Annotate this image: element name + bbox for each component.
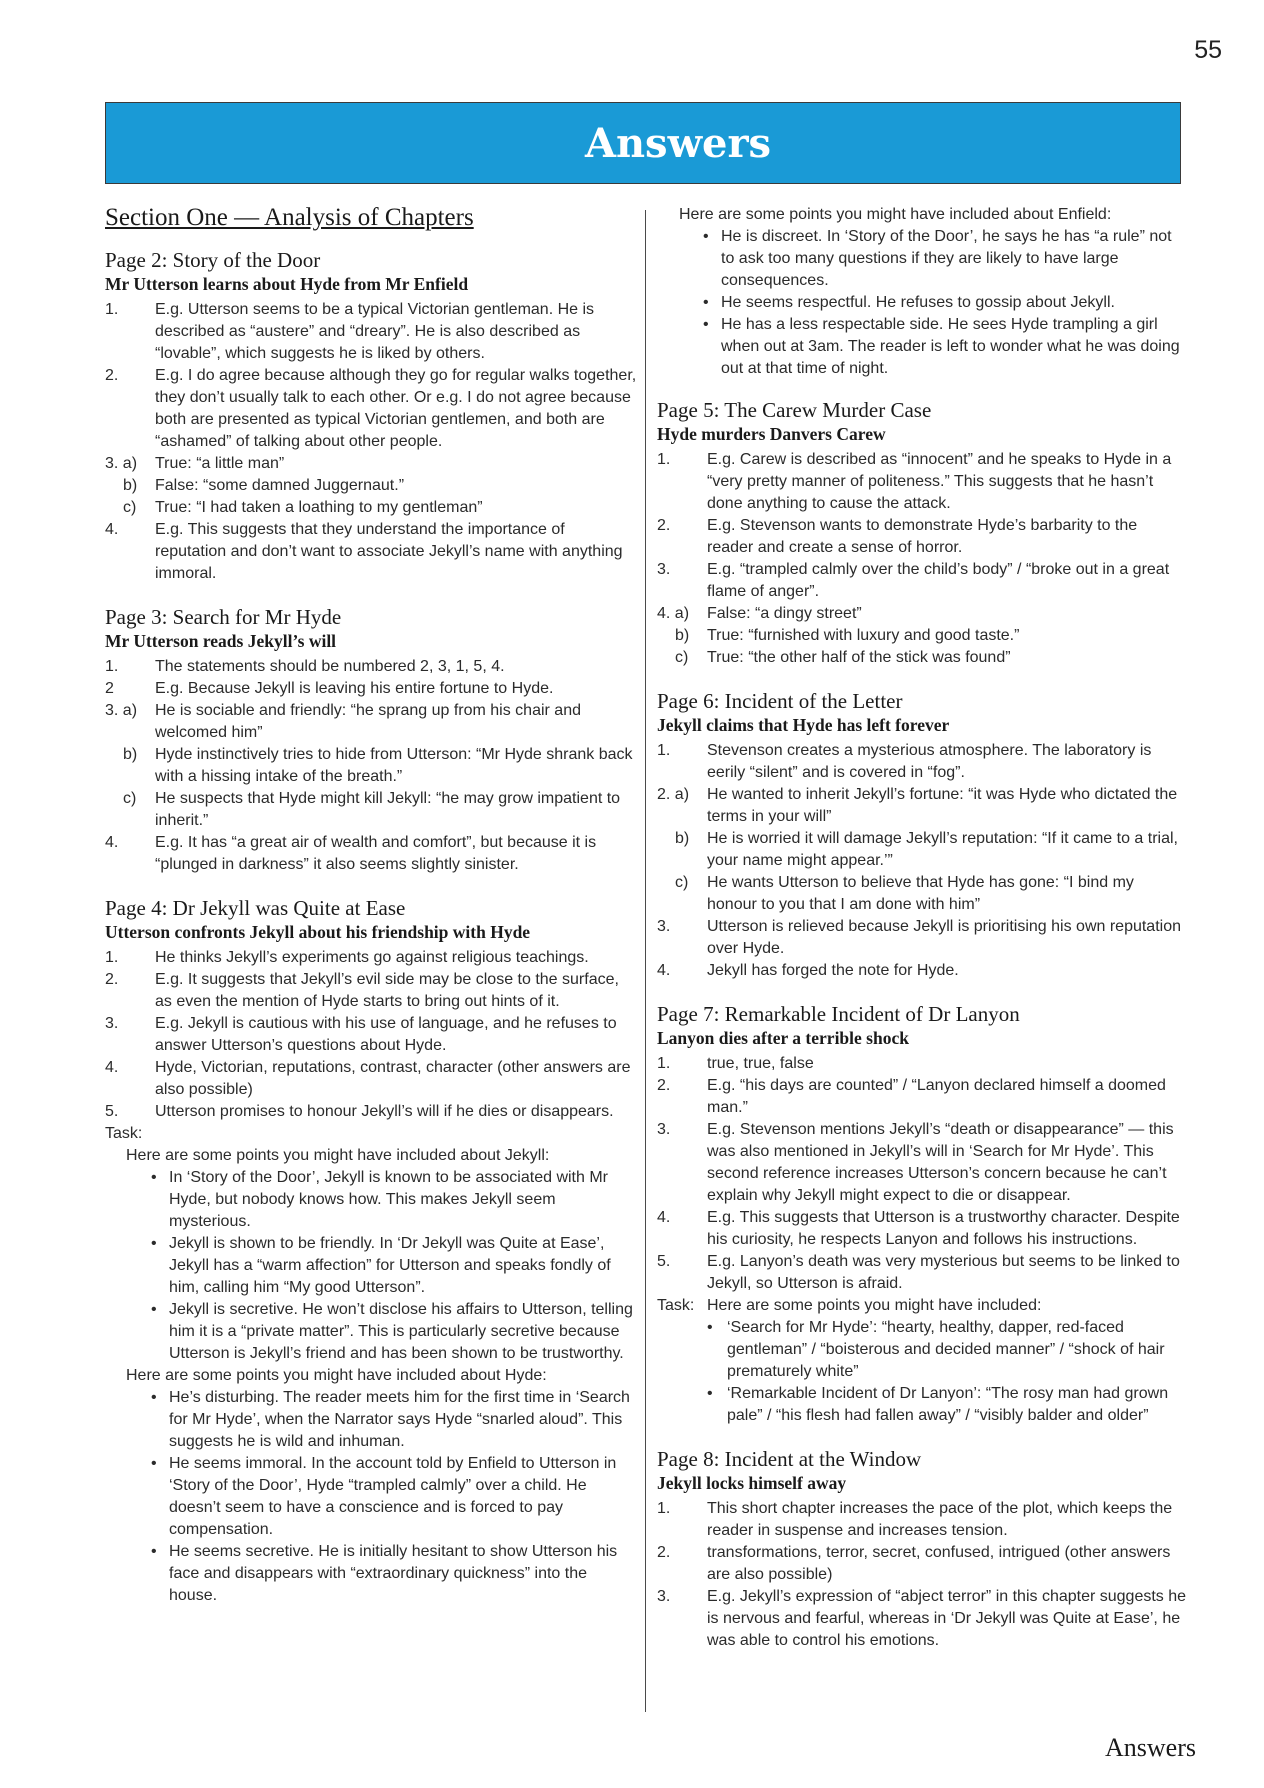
answer-text: False: “a dingy street” bbox=[707, 605, 862, 622]
bullet-point bbox=[657, 1317, 1187, 1383]
answer-number: 2 bbox=[105, 680, 114, 697]
answer-text: Jekyll has forged the note for Hyde. bbox=[707, 962, 959, 979]
bullet-icon: • bbox=[151, 1169, 157, 1186]
answer-text: Hyde instinctively tries to hide from Utterson: “Mr Hyde shrank back with a hissing intake of the breath.” bbox=[155, 746, 633, 785]
answer-item bbox=[657, 1075, 1187, 1119]
answer-number: 2. bbox=[657, 517, 671, 534]
answer-item bbox=[105, 365, 637, 453]
answer-item bbox=[657, 1251, 1187, 1295]
answer-text: Utterson promises to honour Jekyll’s will if he dies or disappears. bbox=[155, 1103, 614, 1120]
answer-number: 4. bbox=[105, 1059, 119, 1076]
answer-item bbox=[105, 1057, 637, 1101]
answer-text: True: “a little man” bbox=[155, 455, 285, 472]
answer-number: 1. bbox=[105, 658, 119, 675]
answer-text: E.g. It suggests that Jekyll’s evil side may be close to the surface, as even the mention of Hyde starts to bring out hints of it. bbox=[155, 971, 619, 1010]
page8-answers bbox=[657, 1498, 1187, 1652]
page3-heading: Page 3: Search for Mr Hyde bbox=[105, 605, 342, 629]
answer-item bbox=[657, 449, 1187, 515]
answer-number: 5. bbox=[657, 1253, 671, 1270]
answer-text: Stevenson creates a mysterious atmosphere. The laboratory is eerily “silent” and is covered in “fog”. bbox=[707, 742, 1152, 781]
answer-number: 1. bbox=[657, 1055, 671, 1072]
answer-text: Hyde, Victorian, reputations, contrast, character (other answers are also possible) bbox=[155, 1059, 631, 1098]
bullet-text: He seems immoral. In the account told by Enfield to Utterson in ‘Story of the Door’, Hyde “trampled calmly” over a child. He doesn’t seem to have a conscience and is forced to pay compensation. bbox=[169, 1455, 617, 1538]
answer-number: 3. a) bbox=[105, 702, 138, 719]
answer-item bbox=[657, 603, 1187, 625]
answer-number: b) bbox=[123, 477, 138, 494]
answer-item bbox=[657, 916, 1187, 960]
answer-number: 4. a) bbox=[657, 605, 690, 622]
answer-number: 3. bbox=[657, 561, 671, 578]
enfield-points bbox=[657, 226, 1187, 380]
answer-text: He is sociable and friendly: “he sprang up from his chair and welcomed him” bbox=[155, 702, 581, 741]
bullet-icon: • bbox=[703, 316, 709, 333]
answers-banner bbox=[105, 102, 1181, 184]
page4-subheading: Utterson confronts Jekyll about his friendship with Hyde bbox=[105, 922, 531, 942]
answer-item bbox=[657, 625, 1187, 647]
answer-text: True: “furnished with luxury and good taste.” bbox=[707, 627, 1020, 644]
bullet-icon: • bbox=[151, 1543, 157, 1560]
page2-answers bbox=[105, 299, 637, 585]
answer-text: E.g. Stevenson mentions Jekyll’s “death or disappearance” — this was also mentioned in Jekyll’s will in ‘Search for Mr Hyde’. This second reference increases Utterson’s concern because he can’t explain why Jekyll might expect to die or disappear. bbox=[707, 1121, 1174, 1204]
footer-label: Answers bbox=[1105, 1733, 1196, 1762]
page8-section bbox=[657, 1447, 1187, 1652]
page6-answers bbox=[657, 740, 1187, 982]
answer-number: 3. bbox=[657, 1588, 671, 1605]
bullet-icon: • bbox=[151, 1455, 157, 1472]
page7-task-label: Task: bbox=[657, 1297, 695, 1314]
answer-item bbox=[105, 947, 637, 969]
answer-number: 1. bbox=[657, 1500, 671, 1517]
answer-item bbox=[657, 1053, 1187, 1075]
bullet-icon: • bbox=[703, 228, 709, 245]
answer-text: transformations, terror, secret, confused, intrigued (other answers are also possible) bbox=[707, 1544, 1171, 1583]
page5-heading: Page 5: The Carew Murder Case bbox=[657, 398, 932, 422]
answer-item bbox=[657, 1207, 1187, 1251]
answer-text: E.g. “his days are counted” / “Lanyon declared himself a doomed man.” bbox=[707, 1077, 1166, 1116]
answer-number: 3. bbox=[657, 1121, 671, 1138]
answer-number: 2. bbox=[105, 367, 119, 384]
page7-section bbox=[657, 1002, 1187, 1427]
page2-heading: Page 2: Story of the Door bbox=[105, 248, 321, 272]
bullet-text: He has a less respectable side. He sees Hyde trampling a girl when out at 3am. The reader is left to wonder what he was doing out at that time of night. bbox=[721, 316, 1180, 377]
answer-text: E.g. It has “a great air of wealth and comfort”, but because it is “plunged in darkness” it also seems slightly sinister. bbox=[155, 834, 597, 873]
page4-heading: Page 4: Dr Jekyll was Quite at Ease bbox=[105, 896, 406, 920]
page7-task bbox=[657, 1295, 1187, 1317]
bullet-text: ‘Remarkable Incident of Dr Lanyon’: “The rosy man had grown pale” / “his flesh had fallen away” / “visibly balder and older” bbox=[727, 1385, 1169, 1424]
page5-answers bbox=[657, 449, 1187, 669]
answer-number: b) bbox=[675, 830, 690, 847]
answer-text: true, true, false bbox=[707, 1055, 814, 1072]
answer-item bbox=[105, 744, 637, 788]
answer-item bbox=[657, 559, 1187, 603]
bullet-icon: • bbox=[703, 294, 709, 311]
answer-number: 2. a) bbox=[657, 786, 690, 803]
answer-number: 1. bbox=[105, 949, 119, 966]
page2-subheading: Mr Utterson learns about Hyde from Mr Enfield bbox=[105, 274, 469, 294]
page3-subheading: Mr Utterson reads Jekyll’s will bbox=[105, 631, 337, 651]
bullet-point bbox=[657, 226, 1187, 292]
bullet-text: He seems respectful. He refuses to gossip about Jekyll. bbox=[721, 294, 1115, 311]
bullet-text: In ‘Story of the Door’, Jekyll is known to be associated with Mr Hyde, but nobody knows how. This makes Jekyll seem mysterious. bbox=[169, 1169, 608, 1230]
answer-number: 2. bbox=[105, 971, 119, 988]
page4-task-label: Task: bbox=[105, 1125, 143, 1142]
answer-text: He thinks Jekyll’s experiments go against religious teachings. bbox=[155, 949, 589, 966]
answer-text: False: “some damned Juggernaut.” bbox=[155, 477, 405, 494]
hyde-points-intro: Here are some points you might have included about Hyde: bbox=[126, 1367, 547, 1384]
answer-text: E.g. I do agree because although they go for regular walks together, they don’t usually talk to each other. Or e.g. I do not agree because both are presented as typical Victorian gentlemen, and both are “ashamed” of talking about other people. bbox=[155, 367, 637, 450]
answer-item bbox=[105, 497, 637, 519]
answer-number: 5. bbox=[105, 1103, 119, 1120]
answer-number: 2. bbox=[657, 1544, 671, 1561]
page3-section bbox=[105, 605, 637, 876]
answer-item bbox=[105, 475, 637, 497]
answer-item bbox=[105, 969, 637, 1013]
page6-section bbox=[657, 689, 1187, 982]
page6-heading: Page 6: Incident of the Letter bbox=[657, 689, 903, 713]
answer-item bbox=[105, 700, 637, 744]
page7-task-points bbox=[657, 1317, 1187, 1427]
answer-text: E.g. This suggests that they understand the importance of reputation and don’t want to associate Jekyll’s name with anything immoral. bbox=[155, 521, 623, 582]
enfield-points-intro: Here are some points you might have included about Enfield: bbox=[679, 206, 1112, 223]
left-column bbox=[105, 204, 637, 1627]
page8-heading: Page 8: Incident at the Window bbox=[657, 1447, 922, 1471]
page-number: 55 bbox=[1194, 36, 1222, 64]
banner-title: Answers bbox=[584, 119, 772, 167]
section-title: Section One — Analysis of Chapters bbox=[105, 204, 474, 231]
bullet-point bbox=[657, 314, 1187, 380]
answer-number: 1. bbox=[657, 742, 671, 759]
answer-number: 4. bbox=[105, 521, 119, 538]
bullet-text: He seems secretive. He is initially hesitant to show Utterson his face and disappears with “extraordinary quickness” into the house. bbox=[169, 1543, 618, 1604]
bullet-point bbox=[105, 1387, 637, 1453]
bullet-text: Jekyll is secretive. He won’t disclose his affairs to Utterson, telling him it is a “private matter”. This is particularly secretive because Utterson is Jekyll’s friend and has been shown to be trustworthy. bbox=[169, 1301, 633, 1362]
answer-text: E.g. Jekyll is cautious with his use of language, and he refuses to answer Utterson’s questions about Hyde. bbox=[155, 1015, 617, 1054]
enfield-points-section bbox=[657, 204, 1187, 380]
bullet-point bbox=[105, 1167, 637, 1233]
answer-number: c) bbox=[123, 790, 137, 807]
answer-item bbox=[657, 515, 1187, 559]
answer-text: E.g. “trampled calmly over the child’s body” / “broke out in a great flame of anger”. bbox=[707, 561, 1170, 600]
page4-section bbox=[105, 896, 637, 1607]
answer-text: True: “I had taken a loathing to my gentleman” bbox=[155, 499, 483, 516]
hyde-points bbox=[105, 1387, 637, 1607]
answer-number: 2. bbox=[657, 1077, 671, 1094]
answer-text: E.g. Jekyll’s expression of “abject terror” in this chapter suggests he is nervous and fearful, whereas in ‘Dr Jekyll was Quite at Ease’, he was able to control his emotions. bbox=[707, 1588, 1187, 1649]
bullet-point bbox=[657, 292, 1187, 314]
answer-text: He is worried it will damage Jekyll’s reputation: “If it came to a trial, your name might appear.’” bbox=[707, 830, 1178, 869]
answer-number: b) bbox=[123, 746, 138, 763]
answer-text: E.g. Because Jekyll is leaving his entire fortune to Hyde. bbox=[155, 680, 554, 697]
answer-item bbox=[657, 647, 1187, 669]
answer-item bbox=[657, 828, 1187, 872]
page5-subheading: Hyde murders Danvers Carew bbox=[657, 424, 886, 444]
answer-number: c) bbox=[675, 874, 689, 891]
answer-item bbox=[657, 784, 1187, 828]
page8-subheading: Jekyll locks himself away bbox=[657, 1473, 847, 1493]
bullet-text: He is discreet. In ‘Story of the Door’, he says he has “a rule” not to ask too many questions if they are likely to have large consequences. bbox=[721, 228, 1172, 289]
answer-number: 1. bbox=[657, 451, 671, 468]
bullet-icon: • bbox=[707, 1385, 713, 1402]
answer-number: 3. bbox=[105, 1015, 119, 1032]
answer-number: 1. bbox=[105, 301, 119, 318]
answer-item bbox=[105, 1101, 637, 1123]
answer-text: True: “the other half of the stick was found” bbox=[707, 649, 1011, 666]
page7-subheading: Lanyon dies after a terrible shock bbox=[657, 1028, 909, 1048]
answer-item bbox=[657, 1119, 1187, 1207]
page7-heading: Page 7: Remarkable Incident of Dr Lanyon bbox=[657, 1002, 1020, 1026]
right-column bbox=[657, 204, 1187, 1672]
answer-text: This short chapter increases the pace of the plot, which keeps the reader in suspense and increases tension. bbox=[707, 1500, 1173, 1539]
answer-item bbox=[657, 960, 1187, 982]
answer-item bbox=[105, 678, 637, 700]
page6-subheading: Jekyll claims that Hyde has left forever bbox=[657, 715, 950, 735]
column-divider bbox=[645, 210, 646, 1712]
answer-text: E.g. Utterson seems to be a typical Victorian gentleman. He is described as “austere” and “dreary”. He is also described as “lovable”, which suggests he is liked by others. bbox=[155, 301, 595, 362]
answer-text: He wants Utterson to believe that Hyde has gone: “I bind my honour to you that I am done with him” bbox=[707, 874, 1134, 913]
answer-item bbox=[657, 740, 1187, 784]
answer-item bbox=[105, 453, 637, 475]
bullet-icon: • bbox=[151, 1235, 157, 1252]
answer-item bbox=[105, 788, 637, 832]
answer-item bbox=[105, 656, 637, 678]
answer-item bbox=[657, 1498, 1187, 1542]
answer-item bbox=[105, 832, 637, 876]
jekyll-points bbox=[105, 1167, 637, 1365]
jekyll-points-intro: Here are some points you might have included about Jekyll: bbox=[126, 1147, 550, 1164]
answer-text: He suspects that Hyde might kill Jekyll: “he may grow impatient to inherit.” bbox=[155, 790, 621, 829]
page5-section bbox=[657, 398, 1187, 669]
answer-number: 4. bbox=[657, 1209, 671, 1226]
answer-text: E.g. Lanyon’s death was very mysterious but seems to be linked to Jekyll, so Utterson is afraid. bbox=[707, 1253, 1180, 1292]
answer-text: E.g. Stevenson wants to demonstrate Hyde’s barbarity to the reader and create a sense of horror. bbox=[707, 517, 1138, 556]
page2-section bbox=[105, 248, 637, 585]
answer-number: 4. bbox=[657, 962, 671, 979]
bullet-icon: • bbox=[707, 1319, 713, 1336]
bullet-text: He’s disturbing. The reader meets him for the first time in ‘Search for Mr Hyde’, when the Narrator says Hyde “snarled aloud”. This suggests he is wild and inhuman. bbox=[169, 1389, 630, 1450]
bullet-text: ‘Search for Mr Hyde’: “hearty, healthy, dapper, red-faced gentleman” / “boisterous and decided manner” / “shock of hair prematurely white” bbox=[727, 1319, 1165, 1380]
answer-text: E.g. Carew is described as “innocent” and he speaks to Hyde in a “very pretty manner of politeness.” This suggests that he hasn’t done anything to cause the attack. bbox=[707, 451, 1172, 512]
answer-text: He wanted to inherit Jekyll’s fortune: “it was Hyde who dictated the terms in your will” bbox=[707, 786, 1178, 825]
answer-item bbox=[105, 299, 637, 365]
bullet-point bbox=[657, 1383, 1187, 1427]
answer-item bbox=[657, 872, 1187, 916]
answer-text: E.g. This suggests that Utterson is a trustworthy character. Despite his curiosity, he respects Lanyon and follows his instructions. bbox=[707, 1209, 1180, 1248]
answer-number: b) bbox=[675, 627, 690, 644]
bullet-point bbox=[105, 1299, 637, 1365]
page3-answers bbox=[105, 656, 637, 876]
bullet-point bbox=[105, 1541, 637, 1607]
bullet-point bbox=[105, 1453, 637, 1541]
answer-item bbox=[105, 519, 637, 585]
page4-answers bbox=[105, 947, 637, 1123]
answer-item bbox=[657, 1586, 1187, 1652]
answer-number: c) bbox=[123, 499, 137, 516]
answer-number: 3. bbox=[657, 918, 671, 935]
answer-number: 4. bbox=[105, 834, 119, 851]
answer-text: The statements should be numbered 2, 3, 1, 5, 4. bbox=[155, 658, 505, 675]
answer-item bbox=[657, 1542, 1187, 1586]
bullet-icon: • bbox=[151, 1389, 157, 1406]
page7-task-intro: Here are some points you might have included: bbox=[707, 1297, 1042, 1314]
bullet-icon: • bbox=[151, 1301, 157, 1318]
answer-text: Utterson is relieved because Jekyll is prioritising his own reputation over Hyde. bbox=[707, 918, 1181, 957]
answer-item bbox=[105, 1013, 637, 1057]
answer-number: 3. a) bbox=[105, 455, 138, 472]
answer-number: c) bbox=[675, 649, 689, 666]
bullet-point bbox=[105, 1233, 637, 1299]
page7-answers bbox=[657, 1053, 1187, 1295]
bullet-text: Jekyll is shown to be friendly. In ‘Dr Jekyll was Quite at Ease’, Jekyll has a “warm affection” for Utterson and speaks fondly of him, calling him “My good Utterson”. bbox=[169, 1235, 611, 1296]
